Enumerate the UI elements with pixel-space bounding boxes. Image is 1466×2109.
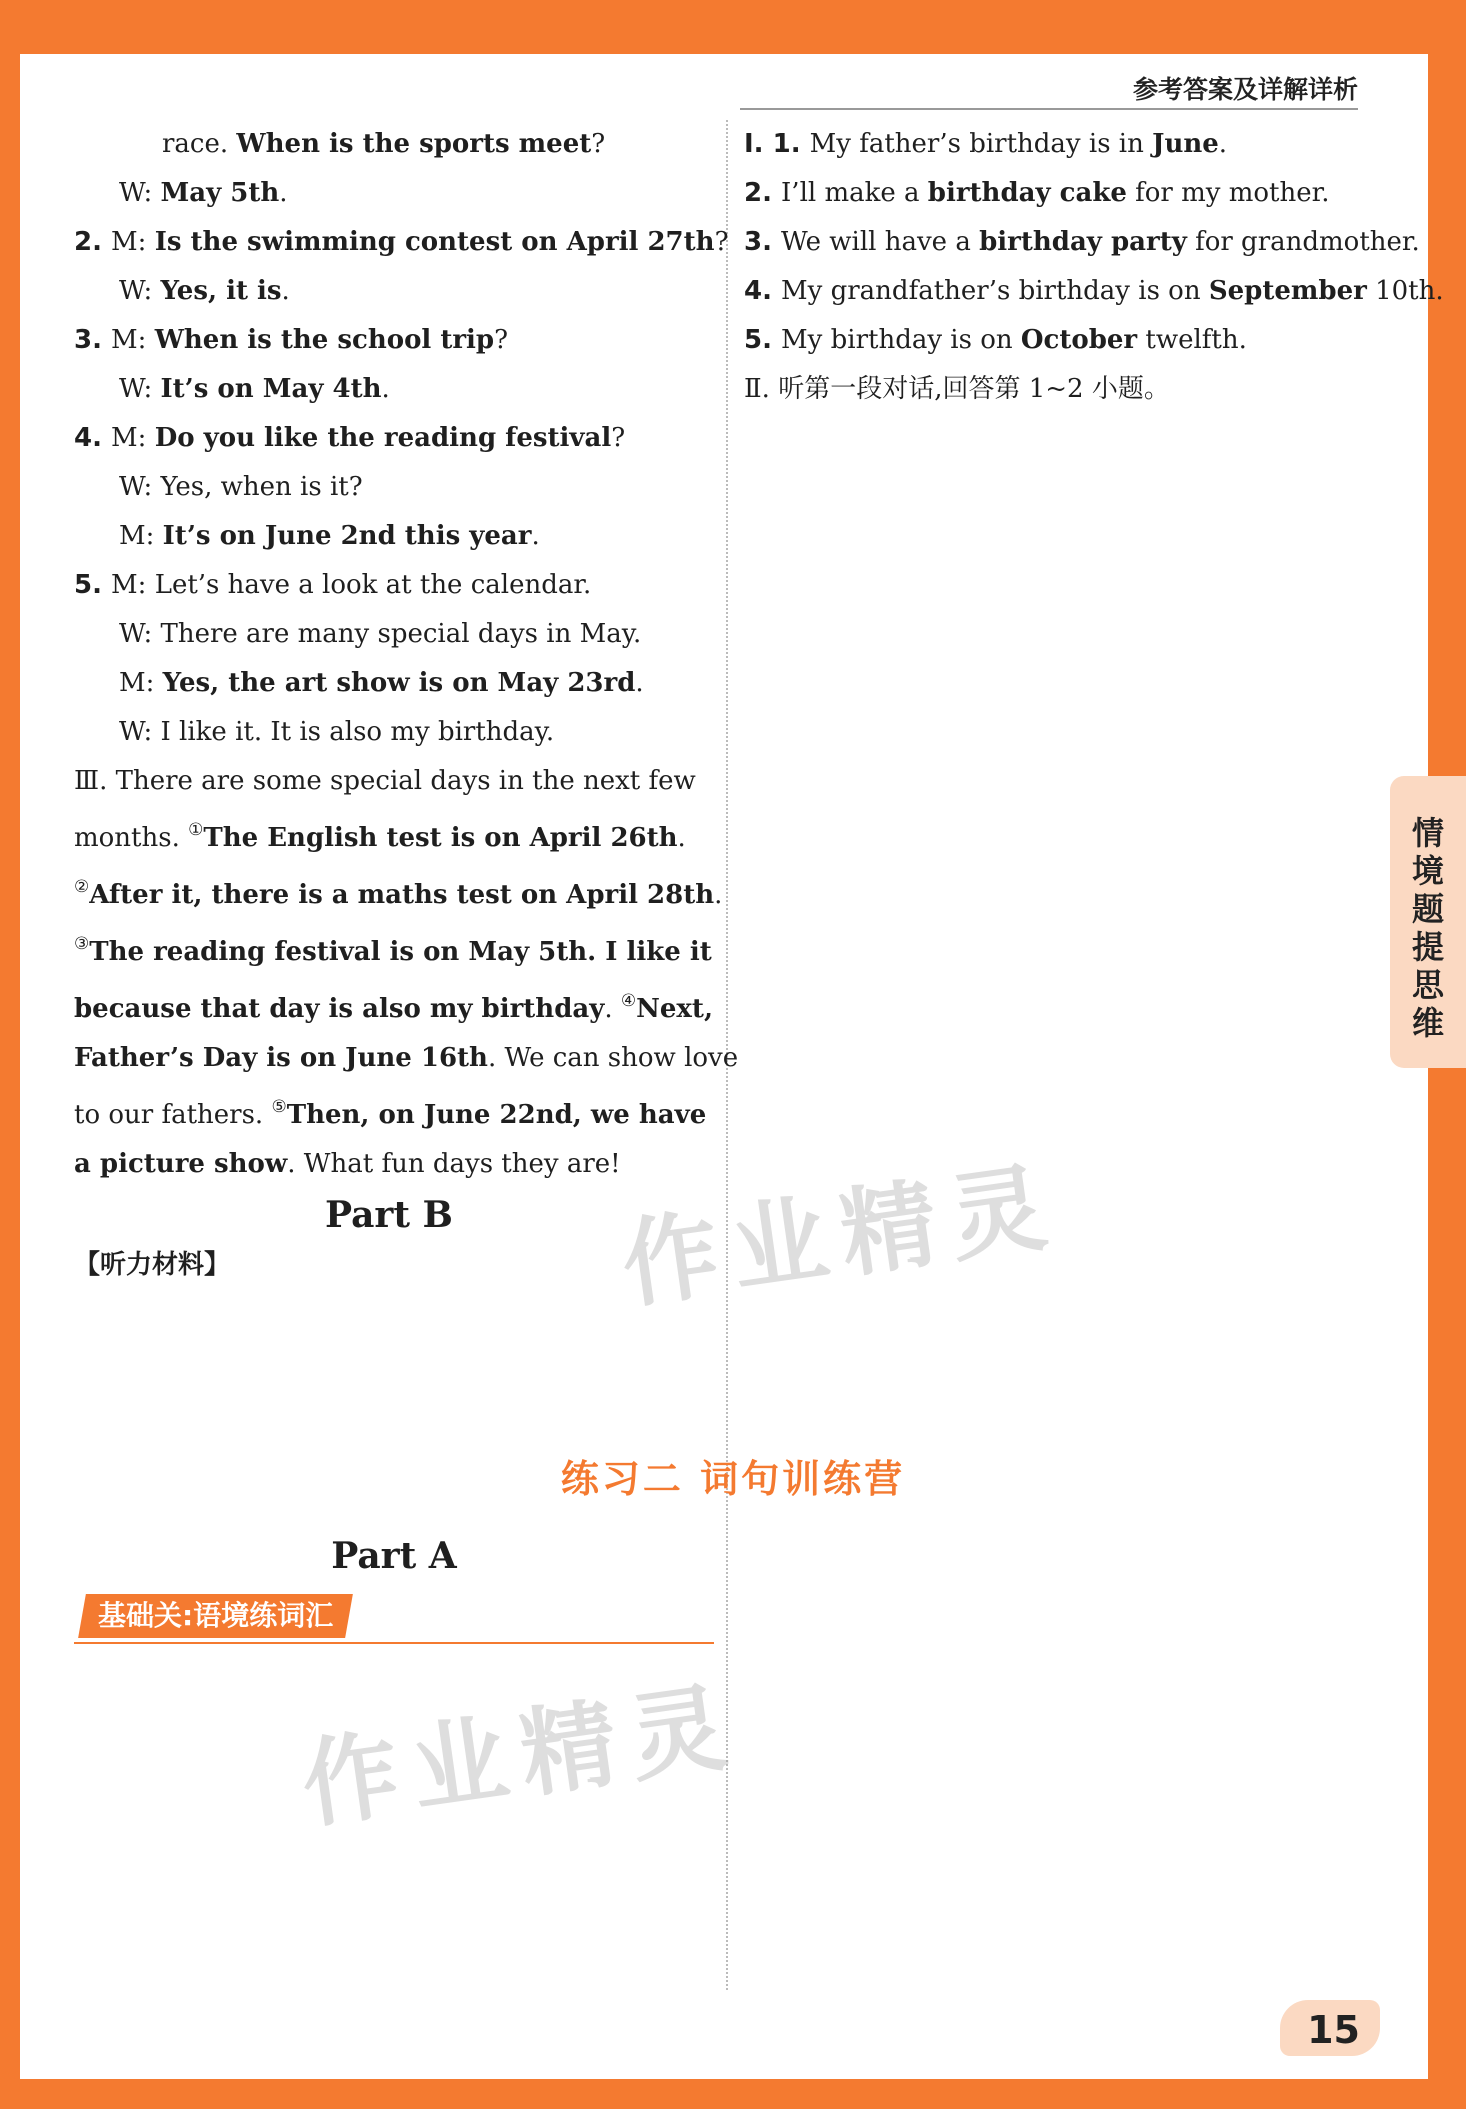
top-frame	[0, 0, 1466, 54]
dialogue-line	[744, 169, 1362, 218]
line-text: twelfth.	[1137, 325, 1247, 355]
dialogue-line	[74, 365, 704, 414]
answer-text: Is the swimming contest on April 27th	[154, 227, 715, 257]
dialogue-line	[74, 218, 729, 267]
line-text: .	[635, 668, 644, 698]
paragraph-line	[74, 757, 704, 806]
dialogue-line	[744, 218, 1420, 267]
item-number: 5.	[74, 570, 112, 600]
line-text: .	[381, 374, 390, 404]
answer-text: October	[1020, 325, 1138, 355]
answer-text: Do you like the reading festival	[154, 423, 612, 453]
line-text: .	[531, 521, 540, 551]
paragraph-line	[74, 863, 723, 920]
left-dialogue	[74, 120, 729, 757]
dialogue-line	[74, 267, 704, 316]
item-number: 5.	[744, 325, 782, 355]
left-frame	[0, 0, 20, 2109]
dialogue-line	[74, 169, 704, 218]
answer-text: Next,	[636, 994, 713, 1024]
line-text: to our fathers.	[74, 1100, 272, 1130]
circled-number: ④	[620, 991, 637, 1011]
dialogue-line	[74, 561, 704, 610]
answer-text: It’s on May 4th	[160, 374, 382, 404]
line-text: Yes, when is it?	[160, 472, 363, 502]
item-number: 4.	[74, 423, 112, 453]
tag-badge	[78, 1594, 353, 1638]
paragraph-line	[74, 1034, 739, 1083]
line-text: ?	[494, 325, 509, 355]
answer-text: May 5th	[160, 178, 280, 208]
answer-text: It’s on June 2nd this year	[162, 521, 532, 551]
line-text: Ⅱ. 听第一段对话,回答第 1~2 小题。	[744, 374, 1170, 404]
line-text: ?	[714, 227, 729, 257]
answer-text: because that day is also my birthday	[74, 994, 605, 1024]
section-title: 练习二 词句训练营	[560, 1457, 906, 1501]
speaker-label: M:	[111, 325, 155, 355]
part-b-title: Part B	[325, 1194, 453, 1236]
header-rule	[740, 108, 1358, 110]
item-number: 3.	[74, 325, 112, 355]
line-text: .	[677, 823, 686, 853]
line-text: There are many special days in May.	[160, 619, 642, 649]
circled-number: ⑤	[271, 1097, 287, 1117]
bottom-frame	[0, 2079, 1466, 2109]
line-text: .	[281, 276, 290, 306]
watermark: 作业精灵	[295, 1669, 747, 1843]
side-tab-label: 情境题 提思维	[1411, 814, 1444, 1042]
answer-text: Father’s Day is on June 16th	[74, 1043, 488, 1073]
page-number: 15	[1307, 2008, 1360, 2052]
answer-text: birthday cake	[927, 178, 1127, 208]
answer-text: a picture show	[74, 1149, 288, 1179]
paragraph-line	[74, 920, 712, 977]
watermark: 作业精灵	[615, 1149, 1067, 1323]
listening-label: 【听力材料】	[74, 1250, 231, 1280]
speaker-label: M:	[111, 423, 155, 453]
answer-text: When is the sports meet	[236, 129, 592, 159]
dialogue-line	[74, 316, 704, 365]
line-text: .	[714, 880, 723, 910]
tag-underline	[74, 1642, 714, 1644]
line-text: My father’s birthday is in	[809, 129, 1153, 159]
header-title: 参考答案及详解详析	[1132, 75, 1358, 104]
circled-number: ①	[188, 820, 204, 840]
line-text: I like it. It is also my birthday.	[160, 717, 555, 747]
dialogue-line	[74, 414, 704, 463]
side-tab	[1390, 776, 1466, 1068]
answer-text: Then, on June 22nd, we have	[286, 1100, 707, 1130]
answer-text: June	[1152, 129, 1219, 159]
dialogue-line	[744, 267, 1444, 316]
speaker-label: W:	[119, 276, 161, 306]
line-text: Ⅲ. There are some special days in the next few	[74, 766, 696, 796]
section2-left	[74, 1530, 714, 1648]
line-text: My birthday is on	[781, 325, 1021, 355]
line-text: for my mother.	[1126, 178, 1330, 208]
answer-text: After it, there is a maths test on April 28th	[89, 880, 715, 910]
speaker-label: M:	[111, 227, 155, 257]
answer-text: The English test is on April 26th	[203, 823, 678, 853]
dialogue-line	[74, 708, 704, 757]
line-text: . We can show love	[487, 1043, 739, 1073]
speaker-label: W:	[119, 178, 161, 208]
speaker-label: M:	[111, 570, 155, 600]
speaker-label: W:	[119, 717, 161, 747]
line-text: ?	[611, 423, 626, 453]
dialogue-line	[744, 316, 1362, 365]
item-number: Ⅰ. 1.	[744, 129, 810, 159]
item-number: 2.	[744, 178, 782, 208]
dialogue-line	[74, 463, 704, 512]
speaker-label: W:	[119, 619, 161, 649]
answer-text: When is the school trip	[154, 325, 495, 355]
line-text: We will have a	[781, 227, 980, 257]
line-text: .	[1218, 129, 1228, 159]
speaker-label: W:	[119, 472, 161, 502]
answer-text: September	[1208, 276, 1367, 306]
left-paragraph-3	[74, 757, 739, 1189]
dialogue-line	[74, 120, 704, 169]
line-text: I’ll make a	[781, 178, 928, 208]
answer-text: The reading festival is on May 5th. I like it	[89, 937, 712, 967]
line-text: .	[279, 178, 288, 208]
dialogue-line	[744, 365, 1362, 414]
line-text: Let’s have a look at the calendar.	[154, 570, 592, 600]
tag-bar	[74, 1588, 714, 1644]
paragraph-line	[74, 977, 713, 1034]
item-number: 3.	[744, 227, 782, 257]
dialogue-line	[74, 512, 704, 561]
answer-text: birthday party	[979, 227, 1187, 257]
dialogue-line	[74, 610, 704, 659]
left-column	[74, 120, 739, 1290]
circled-number: ②	[74, 877, 90, 897]
speaker-label: M:	[119, 668, 163, 698]
line-text: months.	[74, 823, 189, 853]
circled-number: ③	[74, 934, 90, 954]
right-column	[744, 120, 1444, 414]
paragraph-line	[74, 1140, 704, 1189]
line-text: ?	[591, 129, 606, 159]
speaker-label: M:	[119, 521, 163, 551]
line-text: race.	[162, 129, 237, 159]
dialogue-line	[744, 120, 1362, 169]
paragraph-line	[74, 1083, 707, 1140]
answer-text: Yes, it is	[160, 276, 282, 306]
line-text: .	[604, 994, 621, 1024]
line-text: 10th.	[1366, 276, 1444, 306]
item-number: 2.	[74, 227, 112, 257]
line-text: . What fun days they are!	[287, 1149, 621, 1179]
tag-label: 基础关:语境练词汇	[98, 1599, 334, 1632]
right-dialogue	[744, 120, 1444, 414]
item-number: 4.	[744, 276, 782, 306]
answer-text: Yes, the art show is on May 23rd	[162, 668, 636, 698]
paragraph-line	[74, 806, 704, 863]
line-text: My grandfather’s birthday is on	[781, 276, 1209, 306]
line-text: for grandmother.	[1186, 227, 1420, 257]
dialogue-line	[74, 659, 704, 708]
speaker-label: W:	[119, 374, 161, 404]
part-a-title: Part A	[331, 1535, 457, 1577]
